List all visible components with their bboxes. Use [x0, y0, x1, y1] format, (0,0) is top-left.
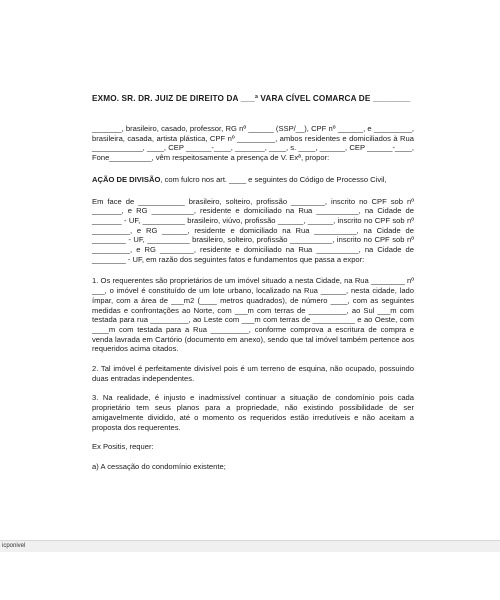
action-text: , com fulcro nos art. ____ e seguintes do Código de Processo Civil, — [160, 174, 387, 184]
item-1-paragraph: 1. Os requerentes são proprietários de um imóvel situado a nesta Cidade, na Rua ________ nº ___, o imóvel é constituído de um lote urbano, localizado na Rua ______, nesta cidade, lado ímpar, com a área de ___m2 (____ metros quadrados), de número ____, com as seguintes medidas e confrontações ao Norte, com ___m com terras de _________, ao Sul ___m com testada para rua _________, ao Leste com ___m com terras de __________ e ao Oeste, com ____m com testada para a Rua _________, conforme comprova a escritura de compra e venda lavrada em Cartório (documento em anexo), sendo que tal imóvel também pertence aos requeridos acima citados. — [92, 276, 414, 354]
action-label: AÇÃO DE DIVISÃO — [92, 174, 161, 184]
intro-paragraph: _______, brasileiro, casado, professor, RG nº ______ (SSP/__), CPF nº ______, e _________, brasileira, casada, artista plástica, CPF nº _________, ambos residentes e domiciliados à Rua ____________, ____, CEP ______-____, _______, ____, s. ____, ______, CEP ______-____, Fone__________, vêm respeitosamente a presença de V. Exª, propor: — [92, 124, 414, 163]
blank-area — [0, 552, 500, 600]
ex-positis-line: Ex Positis, requer: — [92, 442, 154, 452]
document-body — [92, 93, 414, 472]
em-face-paragraph: Em face de ___________ brasileiro, solteiro, profissão ________, inscrito no CPF sob nº _______, e RG __________, residente e domiciliado na Rua __________, na Cidade de _______ - UF, __________ brasileiro, viúvo, profissão ______, ______, inscrito no CPF sob nº _________, e RG ______, residente e domiciliado na Rua __________, na Cidade de ________ - UF, __________ brasileiro, solteiro, profissão __________, inscrito no CPF sob nº _________, e RG ________, residente e domiciliado na Rua __________, na Cidade de ________ - UF, em razão dos seguintes fatos e fundamentos que passa a expor: — [92, 196, 414, 264]
document-heading: EXMO. SR. DR. JUIZ DE DIREITO DA ___ª VARA CÍVEL COMARCA DE ________ — [92, 94, 411, 103]
status-text: icponivel — [2, 543, 26, 549]
item-2-paragraph: 2. Tal imóvel é perfeitamente divisível pois é um terreno de esquina, não ocupado, possuindo duas entradas independentes. — [92, 364, 414, 383]
item-3-paragraph: 3. Na realidade, é injusto e inadmissível continuar a situação de condomínio pois cada proprietário tem seus planos para a propriedade, não existindo possibilidade de ser amigavelmente dividido, até o momento os requeridos estão irredutíveis e não aceitam a proposta dos requerentes. — [92, 393, 414, 432]
item-a-line: a) A cessação do condomínio existente; — [92, 461, 226, 471]
action-paragraph — [92, 175, 414, 185]
